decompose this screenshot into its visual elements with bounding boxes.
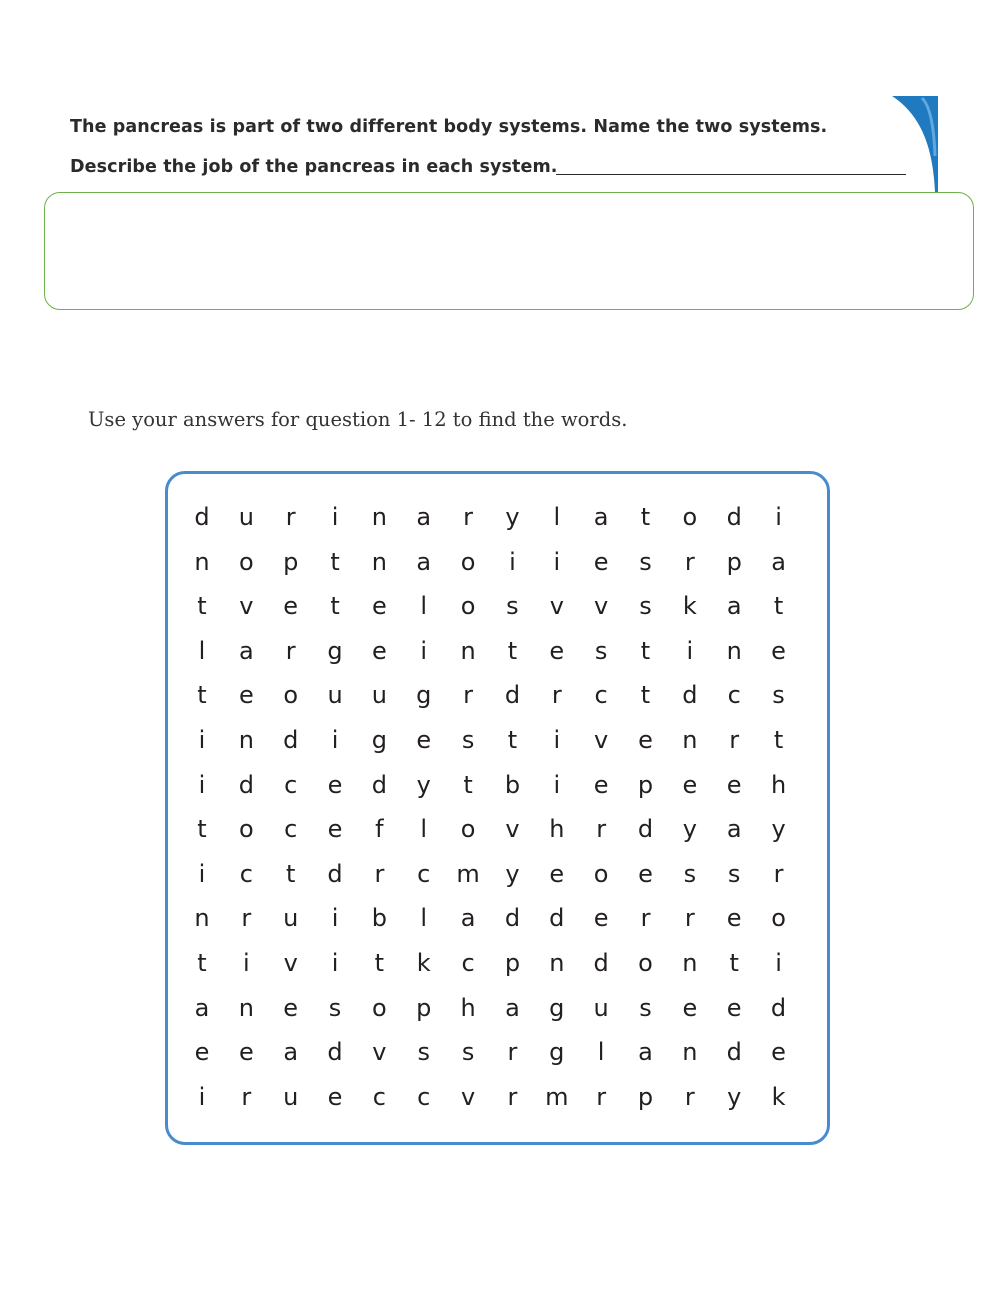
grid-letter[interactable]: t [197, 949, 207, 977]
grid-letter[interactable]: p [504, 949, 521, 977]
grid-letter[interactable]: s [727, 859, 741, 888]
grid-letter[interactable]: n [549, 949, 565, 977]
grid-letter[interactable]: r [463, 503, 474, 531]
grid-letter[interactable]: r [241, 904, 252, 933]
grid-letter[interactable]: e [283, 993, 299, 1022]
grid-letter[interactable]: t [197, 815, 207, 844]
grid-letter[interactable]: r [241, 1082, 252, 1111]
grid-letter[interactable]: d [238, 770, 254, 799]
grid-letter[interactable]: v [460, 1082, 476, 1111]
grid-letter[interactable]: e [327, 770, 343, 799]
grid-letter[interactable]: v [372, 1038, 387, 1067]
grid-letter[interactable]: n [682, 949, 698, 977]
grid-letter[interactable]: r [729, 726, 740, 754]
grid-letter[interactable]: o [460, 547, 476, 576]
grid-letter[interactable]: d [504, 681, 521, 710]
grid-letter[interactable]: e [372, 592, 387, 621]
grid-letter[interactable]: k [416, 949, 431, 977]
grid-letter[interactable]: t [374, 949, 385, 977]
grid-letter[interactable]: e [283, 592, 299, 621]
grid-letter[interactable]: r [773, 859, 784, 888]
grid-letter[interactable]: r [507, 1038, 518, 1067]
grid-letter[interactable]: m [456, 859, 480, 888]
grid-letter[interactable]: a [726, 815, 742, 844]
grid-letter[interactable]: g [327, 636, 343, 665]
grid-letter[interactable]: r [596, 1082, 607, 1111]
grid-letter[interactable]: d [549, 904, 565, 933]
grid-letter[interactable]: s [639, 592, 652, 621]
wordsearch-instruction: Use your answers for question 1- 12 to find the words. [88, 408, 628, 431]
grid-letter[interactable]: p [637, 1082, 654, 1111]
grid-letter[interactable]: c [461, 949, 475, 977]
grid-letter[interactable]: i [686, 636, 694, 665]
grid-letter[interactable]: t [640, 503, 651, 531]
page-corner-decoration [892, 96, 940, 192]
grid-letter[interactable]: s [639, 547, 652, 576]
grid-letter[interactable]: k [682, 592, 697, 621]
grid-letter[interactable]: n [238, 993, 254, 1022]
question-line-2: Describe the job of the pancreas in each system. [70, 157, 558, 177]
grid-letter[interactable]: e [771, 1038, 786, 1067]
grid-letter[interactable]: t [463, 770, 473, 799]
grid-letter[interactable]: v [594, 726, 609, 754]
grid-letter[interactable]: y [505, 859, 520, 888]
grid-letter[interactable]: r [684, 547, 695, 576]
grid-letter[interactable]: u [327, 681, 343, 710]
grid-letter[interactable]: i [198, 726, 206, 754]
grid-letter[interactable]: s [461, 726, 475, 754]
grid-letter[interactable]: e [416, 726, 432, 754]
grid-letter[interactable]: i [553, 770, 561, 799]
grid-letter[interactable]: v [283, 949, 298, 977]
grid-letter[interactable]: e [549, 859, 565, 888]
grid-letter[interactable]: e [238, 681, 254, 710]
grid-letter[interactable]: t [330, 592, 340, 621]
grid-letter[interactable]: t [197, 592, 207, 621]
grid-letter[interactable]: r [285, 636, 296, 665]
grid-letter[interactable]: d [726, 1038, 742, 1067]
grid-letter[interactable]: v [505, 815, 520, 844]
grid-letter[interactable]: n [682, 726, 698, 754]
grid-letter[interactable]: a [416, 503, 432, 531]
grid-letter[interactable]: i [243, 949, 250, 977]
grid-letter[interactable]: p [416, 993, 432, 1022]
grid-letter[interactable]: o [239, 815, 254, 844]
grid-letter[interactable]: r [596, 815, 607, 844]
grid-letter[interactable]: e [372, 636, 387, 665]
grid-letter[interactable]: h [549, 815, 565, 844]
grid-letter[interactable]: o [460, 592, 476, 621]
grid-letter[interactable]: m [545, 1082, 569, 1111]
grid-letter[interactable]: e [593, 547, 609, 576]
grid-letter[interactable]: o [460, 815, 476, 844]
grid-letter[interactable]: a [771, 547, 786, 576]
grid-letter[interactable]: i [775, 503, 782, 531]
grid-letter[interactable]: p [283, 547, 299, 576]
grid-letter[interactable]: t [640, 681, 651, 710]
grid-letter[interactable]: i [331, 503, 339, 531]
grid-letter[interactable]: u [283, 904, 299, 933]
grid-letter[interactable]: d [194, 503, 210, 531]
grid-letter[interactable]: i [331, 949, 339, 977]
grid-letter[interactable]: n [726, 636, 742, 665]
grid-letter[interactable]: h [460, 993, 476, 1022]
grid-letter[interactable]: v [549, 592, 564, 621]
grid-letter[interactable]: e [682, 993, 698, 1022]
grid-letter[interactable]: l [597, 1038, 605, 1067]
grid-letter[interactable]: r [285, 503, 296, 531]
grid-letter[interactable]: t [729, 949, 739, 977]
grid-letter[interactable]: y [771, 815, 786, 844]
grid-letter[interactable]: u [238, 503, 254, 531]
grid-letter[interactable]: p [726, 547, 742, 576]
grid-letter[interactable]: n [371, 547, 387, 576]
grid-letter[interactable]: i [198, 1082, 206, 1111]
grid-letter[interactable]: g [371, 726, 387, 754]
grid-letter[interactable]: o [638, 949, 653, 977]
grid-letter[interactable]: d [593, 949, 609, 977]
grid-letter[interactable]: d [327, 859, 343, 888]
grid-letter[interactable]: i [553, 547, 561, 576]
grid-letter[interactable]: g [549, 1038, 565, 1067]
grid-letter[interactable]: e [638, 726, 653, 754]
answer-underline [556, 174, 906, 175]
grid-letter[interactable]: d [327, 1038, 343, 1067]
grid-letter[interactable]: r [507, 1082, 518, 1111]
grid-letter[interactable]: c [727, 681, 741, 710]
grid-letter[interactable]: i [331, 904, 339, 933]
grid-letter[interactable]: s [506, 592, 519, 621]
grid-letter[interactable]: c [284, 815, 298, 844]
grid-letter[interactable]: d [283, 726, 299, 754]
grid-letter[interactable]: o [283, 681, 299, 710]
grid-letter[interactable]: r [374, 859, 385, 888]
grid-letter[interactable]: o [771, 904, 786, 933]
grid-letter[interactable]: p [637, 770, 654, 799]
grid-letter[interactable]: a [460, 904, 476, 933]
question-line-1: The pancreas is part of two different body systems. Name the two systems. [70, 117, 828, 137]
grid-letter[interactable]: s [328, 993, 342, 1022]
grid-letter[interactable]: o [239, 547, 254, 576]
grid-letter[interactable]: c [417, 1082, 431, 1111]
grid-letter[interactable]: d [682, 681, 698, 710]
grid-letter[interactable]: k [771, 1082, 786, 1111]
answer-text-box[interactable] [44, 192, 974, 310]
grid-letter[interactable]: s [461, 1038, 475, 1067]
grid-letter[interactable]: t [773, 726, 784, 754]
grid-letter[interactable]: u [283, 1082, 299, 1111]
grid-letter[interactable]: e [638, 859, 653, 888]
grid-letter[interactable]: t [197, 681, 207, 710]
grid-letter[interactable]: n [371, 503, 387, 531]
grid-letter[interactable]: u [371, 681, 387, 710]
grid-letter[interactable]: r [551, 681, 562, 710]
grid-letter[interactable]: a [416, 547, 432, 576]
grid-letter[interactable]: i [509, 547, 516, 576]
grid-letter[interactable]: t [330, 547, 340, 576]
grid-letter[interactable]: n [194, 547, 210, 576]
grid-letter[interactable]: a [505, 993, 520, 1022]
grid-letter[interactable]: o [372, 993, 387, 1022]
corner-accent-shape [892, 96, 938, 192]
grid-letter[interactable]: n [460, 636, 476, 665]
grid-letter[interactable]: n [194, 904, 210, 933]
grid-letter[interactable]: b [504, 770, 521, 799]
grid-letter[interactable]: e [726, 993, 742, 1022]
grid-letter[interactable]: o [593, 859, 609, 888]
grid-letter[interactable]: i [331, 726, 339, 754]
grid-letter[interactable]: e [726, 904, 742, 933]
grid-letter[interactable]: l [420, 815, 428, 844]
grid-letter[interactable]: v [239, 592, 254, 621]
grid-letter[interactable]: s [772, 681, 785, 710]
grid-letter[interactable]: a [238, 636, 254, 665]
grid-letter[interactable]: h [770, 770, 787, 799]
grid-letter[interactable]: t [285, 859, 296, 888]
grid-letter[interactable]: a [638, 1038, 653, 1067]
grid-letter[interactable]: o [682, 503, 698, 531]
grid-letter[interactable]: y [727, 1082, 742, 1111]
grid-letter[interactable]: i [420, 636, 428, 665]
grid-letter[interactable]: s [594, 636, 608, 665]
grid-letter[interactable]: c [594, 681, 608, 710]
grid-letter[interactable]: e [593, 770, 609, 799]
grid-letter[interactable]: e [771, 636, 786, 665]
grid-letter[interactable]: d [770, 993, 787, 1022]
grid-letter[interactable]: a [283, 1038, 299, 1067]
grid-letter[interactable]: c [372, 1082, 386, 1111]
grid-letter[interactable]: a [194, 993, 210, 1022]
grid-letter[interactable]: i [198, 859, 206, 888]
grid-letter[interactable]: e [593, 904, 609, 933]
grid-letter[interactable]: n [682, 1038, 698, 1067]
grid-letter[interactable]: s [639, 993, 652, 1022]
grid-letter[interactable]: y [682, 815, 697, 844]
grid-letter[interactable]: r [684, 904, 695, 933]
grid-letter[interactable]: s [683, 859, 697, 888]
grid-letter[interactable]: e [238, 1038, 254, 1067]
grid-letter[interactable]: l [553, 503, 561, 531]
grid-letter[interactable]: g [416, 681, 432, 710]
grid-letter[interactable]: t [507, 726, 518, 754]
grid-letter[interactable]: e [327, 815, 343, 844]
grid-letter[interactable]: d [371, 770, 387, 799]
grid-letter[interactable]: l [198, 636, 206, 665]
grid-letter[interactable]: i [775, 949, 782, 977]
grid-letter[interactable]: e [194, 1038, 210, 1067]
grid-letter[interactable]: a [726, 592, 742, 621]
grid-letter[interactable]: g [549, 993, 565, 1022]
grid-letter[interactable]: b [371, 904, 387, 933]
grid-letter[interactable]: e [327, 1082, 343, 1111]
grid-letter[interactable]: t [640, 636, 651, 665]
grid-letter[interactable]: t [507, 636, 518, 665]
grid-letter[interactable]: y [505, 503, 520, 531]
grid-letter[interactable]: f [375, 815, 384, 844]
grid-letter[interactable]: y [416, 770, 431, 799]
grid-letter[interactable]: c [417, 859, 431, 888]
grid-letter[interactable]: r [684, 1082, 695, 1111]
grid-letter[interactable]: e [549, 636, 565, 665]
grid-letter[interactable]: e [726, 770, 742, 799]
grid-letter[interactable]: v [594, 592, 609, 621]
grid-letter[interactable]: l [420, 592, 428, 621]
grid-letter[interactable]: t [773, 592, 784, 621]
grid-letter[interactable]: l [420, 904, 428, 933]
grid-letter[interactable]: r [463, 681, 474, 710]
grid-letter[interactable]: u [593, 993, 609, 1022]
grid-letter[interactable]: d [637, 815, 654, 844]
grid-letter[interactable]: a [593, 503, 609, 531]
grid-letter[interactable]: e [682, 770, 698, 799]
grid-letter[interactable]: c [284, 770, 298, 799]
grid-letter[interactable]: n [238, 726, 254, 754]
grid-letter[interactable]: r [640, 904, 651, 933]
grid-letter[interactable]: i [198, 770, 206, 799]
grid-letter[interactable]: d [726, 503, 742, 531]
grid-letter[interactable]: c [239, 859, 253, 888]
grid-letter[interactable]: d [504, 904, 521, 933]
grid-letter[interactable]: s [417, 1038, 430, 1067]
grid-letter[interactable]: i [553, 726, 561, 754]
